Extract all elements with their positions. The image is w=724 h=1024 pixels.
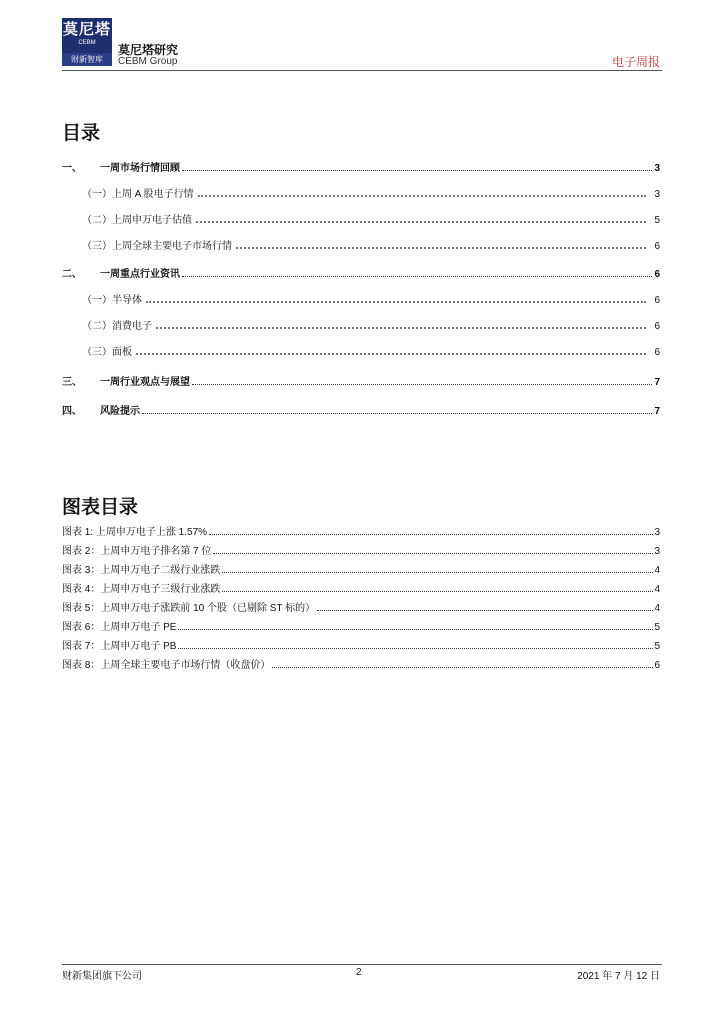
toc-entry-page: 6 [654, 269, 660, 280]
toc-entry[interactable] [62, 264, 660, 280]
logo-footer-text: 财新智库 [62, 53, 112, 66]
toc-entry-label: （二）消费电子 [82, 321, 152, 332]
toc-entry-label: （二）上周申万电子估值 [82, 215, 192, 226]
toc-entry[interactable] [82, 184, 660, 200]
footer-divider [62, 964, 662, 965]
lof-entry-label: 图表 5：上周申万电子涨跌前 10 个股（已剔除 ST 标的） [62, 603, 316, 614]
toc-entry-label: 风险提示 [100, 406, 140, 417]
toc-entry-number: 三、 [62, 377, 82, 388]
lof-entry-page: 6 [654, 660, 660, 671]
lof-leader [178, 648, 653, 649]
toc-leader [182, 276, 652, 277]
toc-entry[interactable] [82, 236, 660, 252]
toc-leader [142, 413, 652, 414]
header-divider [62, 70, 662, 71]
lof-entry-label: 图表 4：上周申万电子三级行业涨跌 [62, 584, 221, 595]
lof-entry-page: 3 [654, 527, 660, 538]
toc-entry[interactable] [82, 290, 660, 306]
toc-entry[interactable] [82, 316, 660, 332]
toc-entry-page: 3 [654, 189, 660, 200]
lof-entry[interactable] [62, 637, 660, 652]
lof-entry[interactable] [62, 542, 660, 557]
toc-entry-label: 一周行业观点与展望 [100, 377, 190, 388]
lof-entry-page: 5 [654, 622, 660, 633]
lof-entry-label: 图表 7：上周申万电子 PB [62, 641, 177, 652]
lof-entry-page: 4 [654, 584, 660, 595]
toc-entry-page: 5 [654, 215, 660, 226]
lof-entry-label: 图表 6：上周申万电子 PE [62, 622, 177, 633]
logo-subtext: CEBM [78, 40, 96, 46]
lof-leader [222, 591, 653, 592]
lof-leader [213, 553, 653, 554]
lof-entry[interactable] [62, 618, 660, 633]
toc-entry-page: 6 [654, 241, 660, 252]
toc-entry-label: （三）上周全球主要电子市场行情 [82, 241, 232, 252]
toc-entry[interactable] [62, 401, 660, 417]
lof-leader [222, 572, 653, 573]
toc-entry-label: 一周市场行情回顾 [100, 163, 180, 174]
lof-leader [272, 667, 653, 668]
toc-leader [192, 384, 652, 385]
lof-entry-label: 图表 3：上周申万电子二级行业涨跌 [62, 565, 221, 576]
report-type: 电子周报 [611, 55, 660, 69]
lof-entry-label: 图表 8：上周全球主要电子市场行情（收盘价） [62, 660, 271, 671]
toc-entry[interactable] [62, 158, 660, 174]
toc-entry-label: （三）面板 [82, 347, 132, 358]
toc-leader [156, 327, 646, 329]
lof-entry[interactable] [62, 656, 660, 671]
lof-leader [317, 610, 653, 611]
toc-entry-number: 四、 [62, 406, 82, 417]
logo-text: 莫尼塔 [62, 21, 111, 38]
toc-leader [136, 353, 646, 355]
lof-leader [178, 629, 653, 630]
lof-title: 图表目录 [62, 497, 139, 518]
toc-leader [146, 301, 646, 303]
lof-entry[interactable] [62, 599, 660, 614]
org-name-cn: 莫尼塔研究 [118, 43, 179, 57]
toc-entry[interactable] [62, 372, 660, 388]
toc-entry-page: 6 [654, 295, 660, 306]
lof-entry-page: 4 [654, 565, 660, 576]
lof-leader [209, 534, 653, 535]
report-date: 2021 年 7 月 12 日 [577, 971, 660, 982]
toc-entry-page: 6 [654, 347, 660, 358]
toc-leader [198, 195, 647, 197]
page-number: 2 [356, 967, 362, 978]
toc-entry[interactable] [82, 342, 660, 358]
lof-entry[interactable] [62, 523, 660, 538]
toc-entry-number: 一、 [62, 163, 82, 174]
footer-company: 财新集团旗下公司 [62, 971, 142, 982]
logo [62, 18, 112, 66]
toc-entry-label: 一周重点行业资讯 [100, 269, 180, 280]
lof-entry-page: 3 [654, 546, 660, 557]
toc-entry-label: （一）半导体 [82, 295, 142, 306]
toc-leader [236, 247, 646, 249]
toc-entry-label: （一）上周 A 股电子行情 [82, 189, 194, 200]
toc-leader [182, 170, 652, 171]
lof-entry[interactable] [62, 561, 660, 576]
lof-entry-label: 图表 1: 上周申万电子上涨 1.57% [62, 527, 208, 538]
lof-entry-label: 图表 2：上周申万电子排名第 7 位 [62, 546, 212, 557]
lof-entry[interactable] [62, 580, 660, 595]
toc-leader [196, 221, 646, 223]
toc-title: 目录 [62, 123, 101, 144]
lof-entry-page: 4 [654, 603, 660, 614]
toc-entry-page: 7 [654, 406, 660, 417]
lof-entry-page: 5 [654, 641, 660, 652]
toc-entry-page: 6 [654, 321, 660, 332]
toc-entry-page: 7 [654, 377, 660, 388]
toc-entry-page: 3 [654, 163, 660, 174]
toc-entry-number: 二、 [62, 269, 82, 280]
toc-entry[interactable] [82, 210, 660, 226]
org-name-en: CEBM Group [118, 56, 178, 67]
